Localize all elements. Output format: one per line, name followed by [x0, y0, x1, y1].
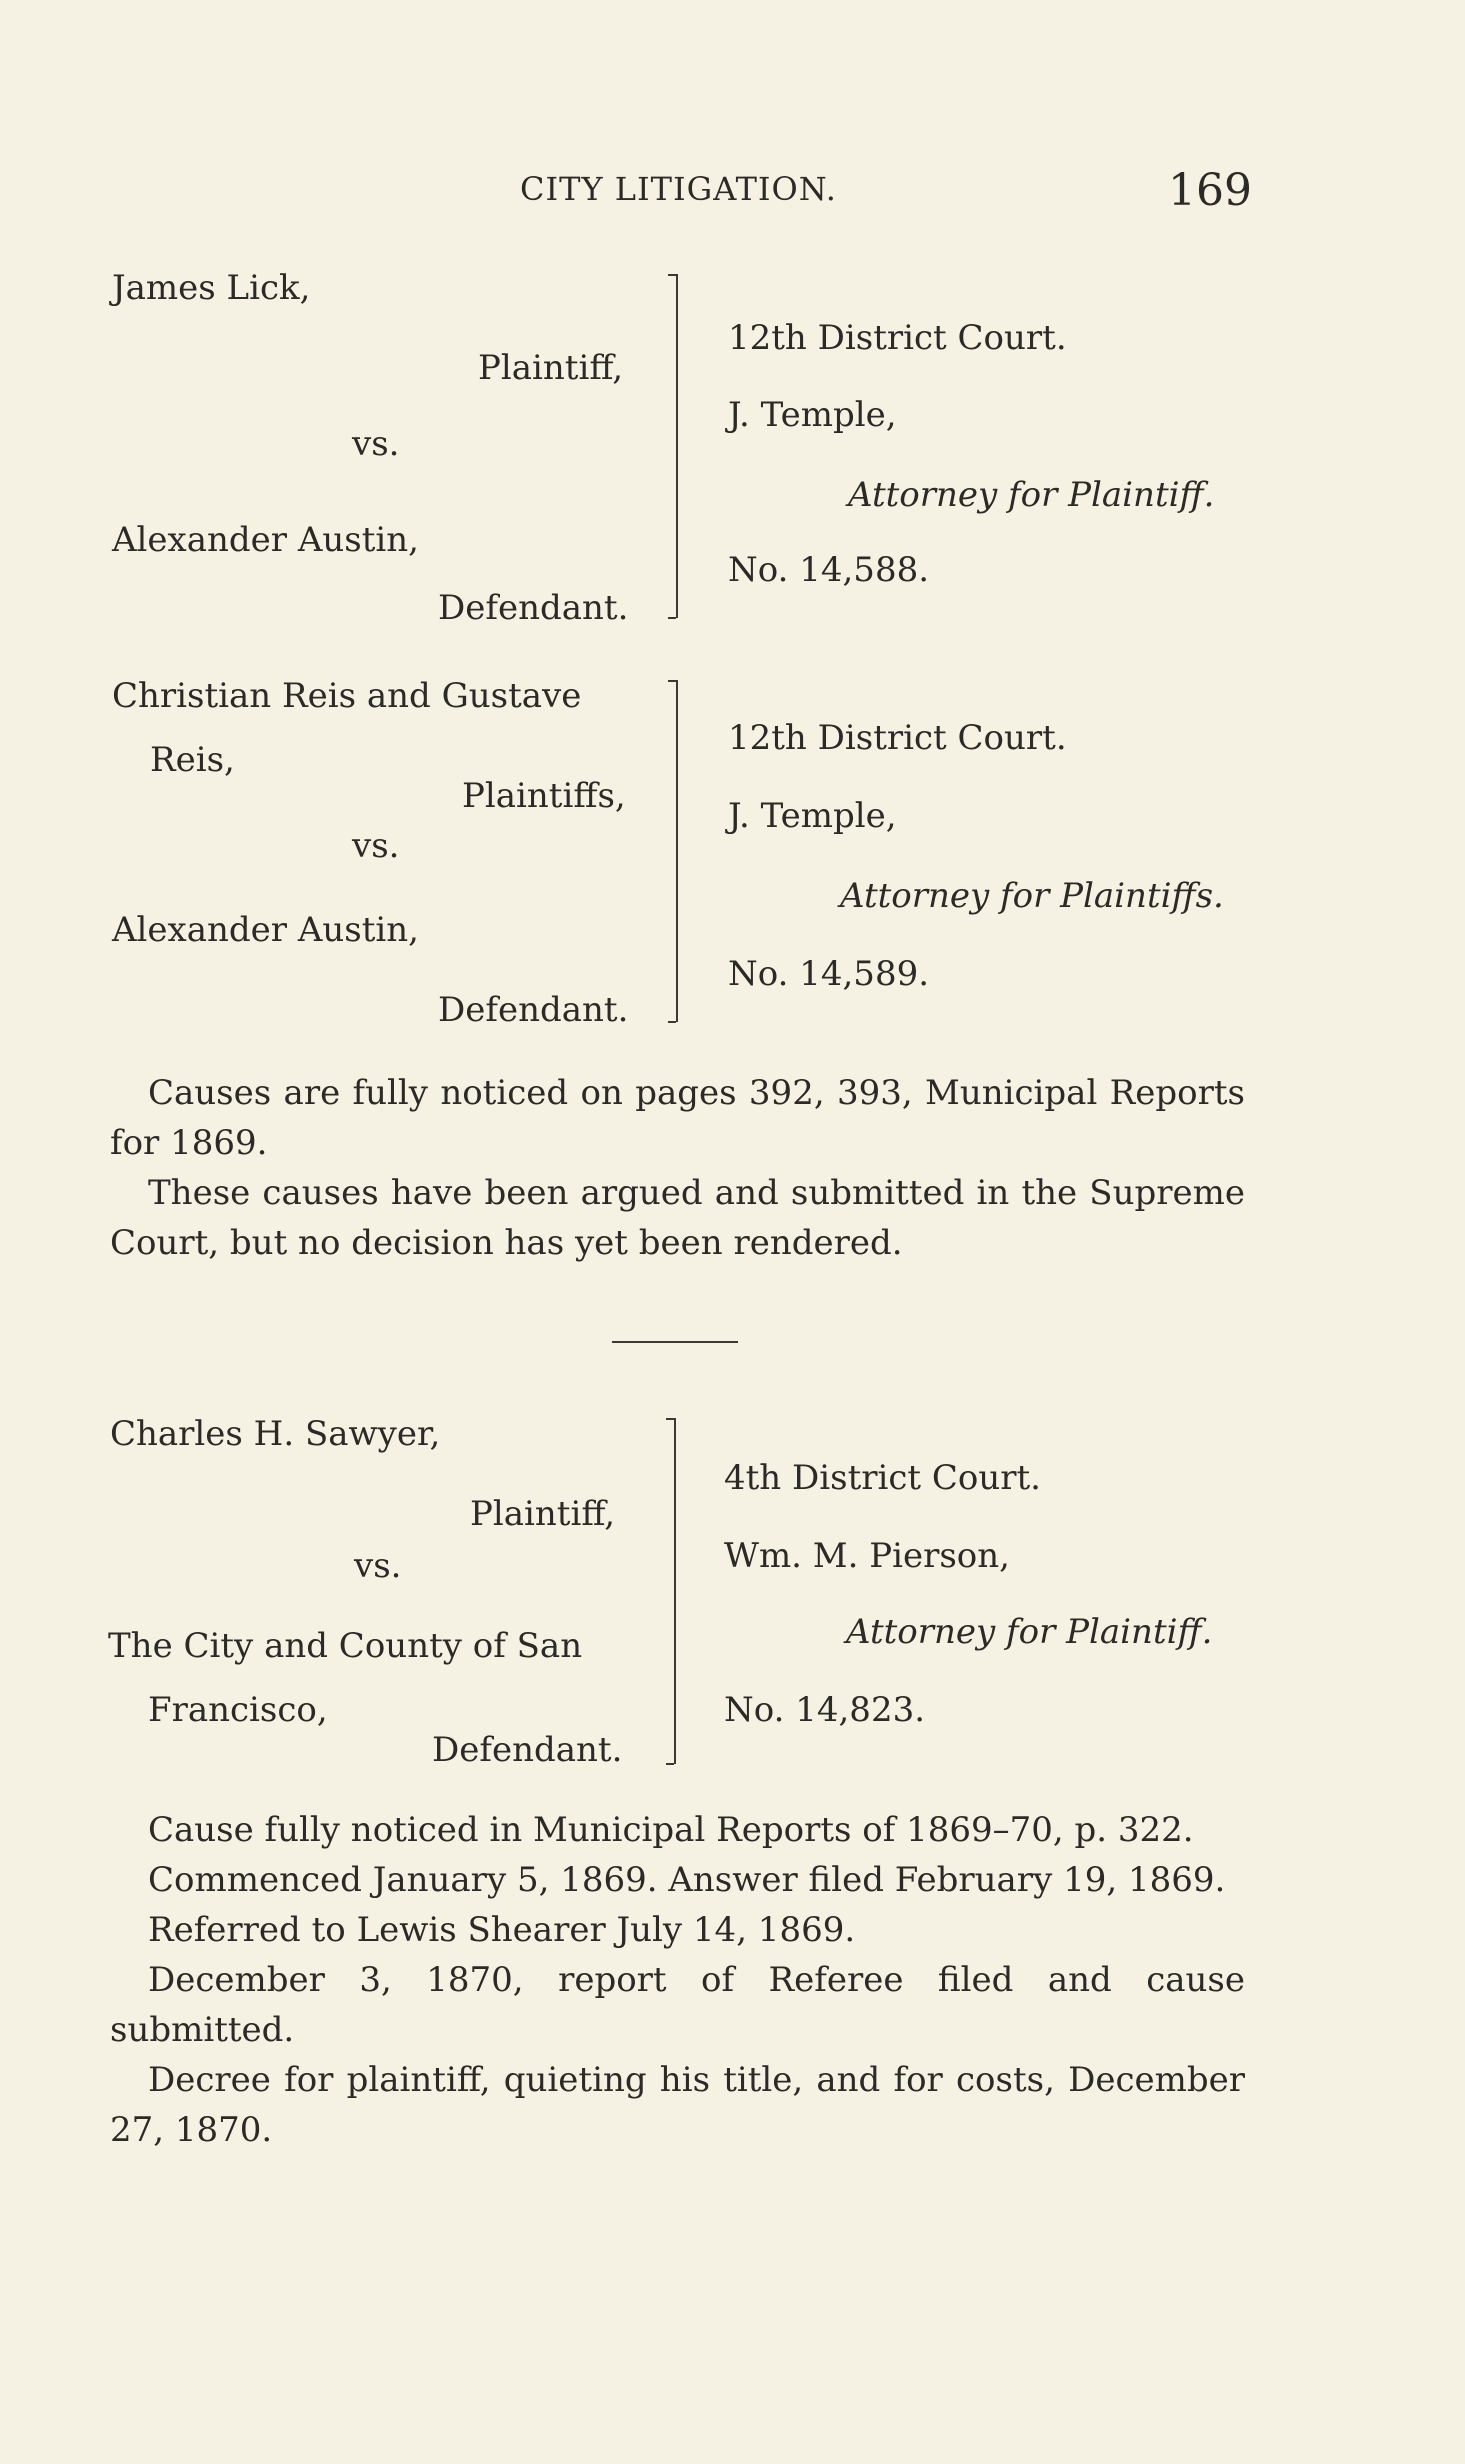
bracket-top — [668, 274, 676, 276]
defendant-name-line1: The City and County of San — [108, 1626, 583, 1666]
defendant-label: Defendant. — [432, 1730, 623, 1770]
attorney-name: J. Temple, — [728, 796, 897, 836]
defendant-label: Defendant. — [438, 588, 629, 628]
plaintiff-name-line2: Reis, — [150, 740, 235, 780]
court-name: 12th District Court. — [728, 718, 1067, 758]
notes-paragraphs-2 — [110, 1805, 1245, 2155]
bracket-top — [666, 1418, 674, 1420]
notes-paragraphs-1 — [110, 1068, 1245, 1268]
attorney-name: Wm. M. Pierson, — [724, 1536, 1010, 1576]
note-paragraph: These causes have been argued and submitted in the Supreme Court, but no decision has yet been rendered. — [110, 1173, 1245, 1263]
note-paragraph: Commenced January 5, 1869. Answer filed February 19, 1869. — [148, 1860, 1226, 1900]
plaintiff-label: Plaintiff, — [470, 1494, 616, 1534]
case-number: No. 14,823. — [724, 1690, 926, 1730]
plaintiff-name: James Lick, — [112, 268, 311, 308]
bracket-bottom — [666, 1763, 674, 1765]
bracket-bottom — [668, 617, 676, 619]
attorney-role: Attorney for Plaintiff. — [848, 475, 1215, 515]
running-title: CITY LITIGATION. — [520, 170, 837, 208]
bracket-line — [674, 1418, 676, 1764]
case-number: No. 14,588. — [728, 550, 930, 590]
defendant-name-line2: Francisco, — [148, 1690, 328, 1730]
attorney-role: Attorney for Plaintiff. — [846, 1612, 1213, 1652]
bracket-line — [676, 274, 678, 618]
versus: vs. — [352, 424, 400, 464]
attorney-role: Attorney for Plaintiffs. — [840, 876, 1224, 916]
case-number: No. 14,589. — [728, 954, 930, 994]
section-divider — [612, 1341, 738, 1343]
page-number: 169 — [1168, 165, 1252, 216]
plaintiff-label: Plaintiff, — [478, 348, 624, 388]
defendant-name: Alexander Austin, — [112, 910, 419, 950]
note-paragraph: December 3, 1870, report of Referee filed and cause submitted. — [110, 1960, 1245, 2050]
bracket-top — [668, 680, 676, 682]
note-paragraph: Referred to Lewis Shearer July 14, 1869. — [148, 1910, 856, 1950]
plaintiff-label: Plaintiffs, — [462, 776, 626, 816]
note-paragraph: Causes are fully noticed on pages 392, 393, Municipal Reports for 1869. — [110, 1073, 1245, 1163]
attorney-name: J. Temple, — [728, 395, 897, 435]
plaintiff-name: Charles H. Sawyer, — [110, 1414, 441, 1454]
defendant-label: Defendant. — [438, 990, 629, 1030]
bracket-bottom — [668, 1021, 676, 1023]
note-paragraph: Decree for plaintiff, quieting his title, and for costs, December 27, 1870. — [110, 2060, 1245, 2150]
plaintiff-name-line1: Christian Reis and Gustave — [112, 676, 582, 716]
defendant-name: Alexander Austin, — [112, 520, 419, 560]
bracket-line — [676, 680, 678, 1022]
versus: vs. — [352, 826, 400, 866]
court-name: 12th District Court. — [728, 318, 1067, 358]
versus: vs. — [354, 1546, 402, 1586]
court-name: 4th District Court. — [724, 1458, 1041, 1498]
note-paragraph: Cause fully noticed in Municipal Reports of 1869–70, p. 322. — [148, 1810, 1194, 1850]
